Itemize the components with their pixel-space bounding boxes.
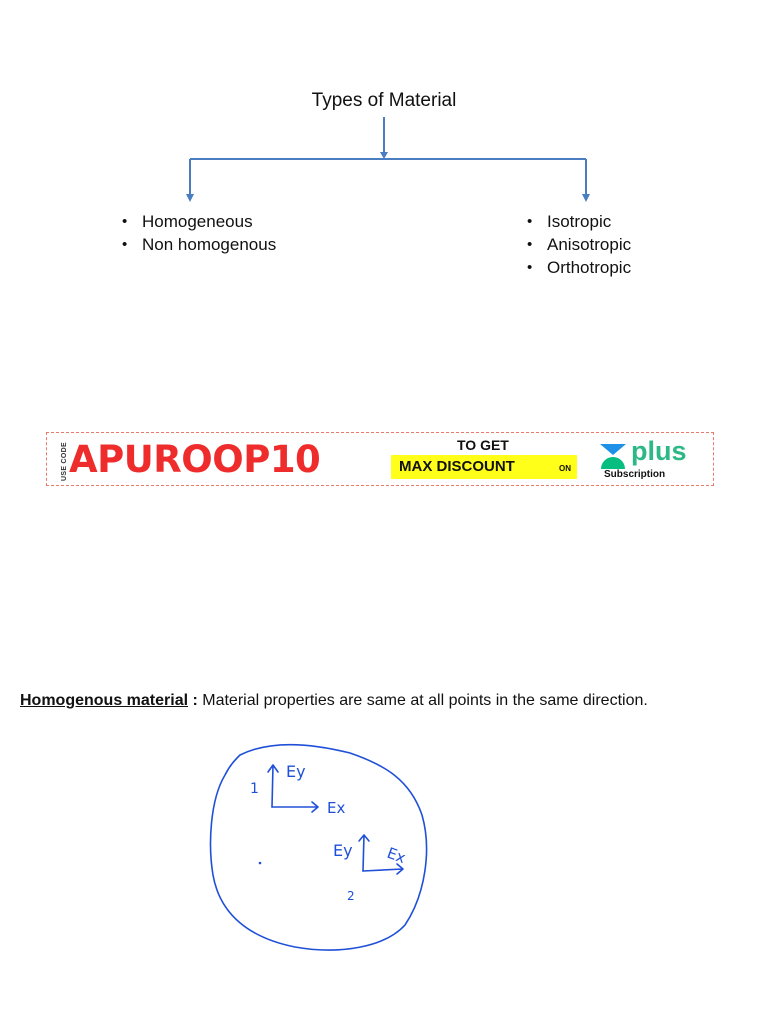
on-label: ON (559, 464, 571, 473)
list-item: • Isotropic (525, 210, 631, 233)
unacademy-logo-icon (597, 441, 629, 471)
label-1: 1 (250, 781, 259, 797)
definition-text: Material properties are same at all points in the same direction. (197, 692, 648, 709)
to-get-label: TO GET (457, 437, 509, 453)
list-item: • Orthotropic (525, 256, 631, 279)
max-discount-highlight (391, 455, 577, 479)
label-ey-1: Ey (286, 762, 306, 781)
handwritten-sketch (200, 735, 440, 960)
label-ex-1: Ex (327, 799, 346, 817)
definition-line (20, 692, 760, 710)
promo-code: APUROOP10 (69, 438, 321, 481)
point2-y-arrow (359, 835, 369, 871)
point2-x-arrow (363, 864, 403, 874)
max-discount-label: MAX DISCOUNT (399, 458, 515, 475)
list-item: • Anisotropic (525, 233, 631, 256)
left-arrowhead (186, 194, 194, 202)
plus-brand: plus (631, 436, 687, 466)
label-ex-2: Ex (384, 843, 409, 868)
definition-term: Homogenous material (20, 692, 189, 709)
label-2: 2 (347, 889, 355, 903)
list-item: • Homogeneous (120, 210, 276, 233)
tropy-list (525, 210, 631, 279)
subscription-label: Subscription (604, 469, 666, 480)
ink-dot (259, 862, 262, 865)
point1-x-arrow (272, 802, 318, 812)
label-ey-2: Ey (333, 841, 353, 860)
tree-connectors (0, 0, 768, 210)
promo-banner[interactable] (46, 432, 714, 486)
homogeneity-list (120, 210, 276, 256)
use-code-label: USE CODE (61, 442, 68, 481)
point1-y-arrow (268, 765, 278, 807)
trunk-arrowhead (380, 152, 388, 159)
definition-colon: : (188, 692, 198, 709)
list-item: • Non homogenous (120, 233, 276, 256)
diagram-title: Types of Material (311, 90, 457, 111)
right-arrowhead (582, 194, 590, 202)
